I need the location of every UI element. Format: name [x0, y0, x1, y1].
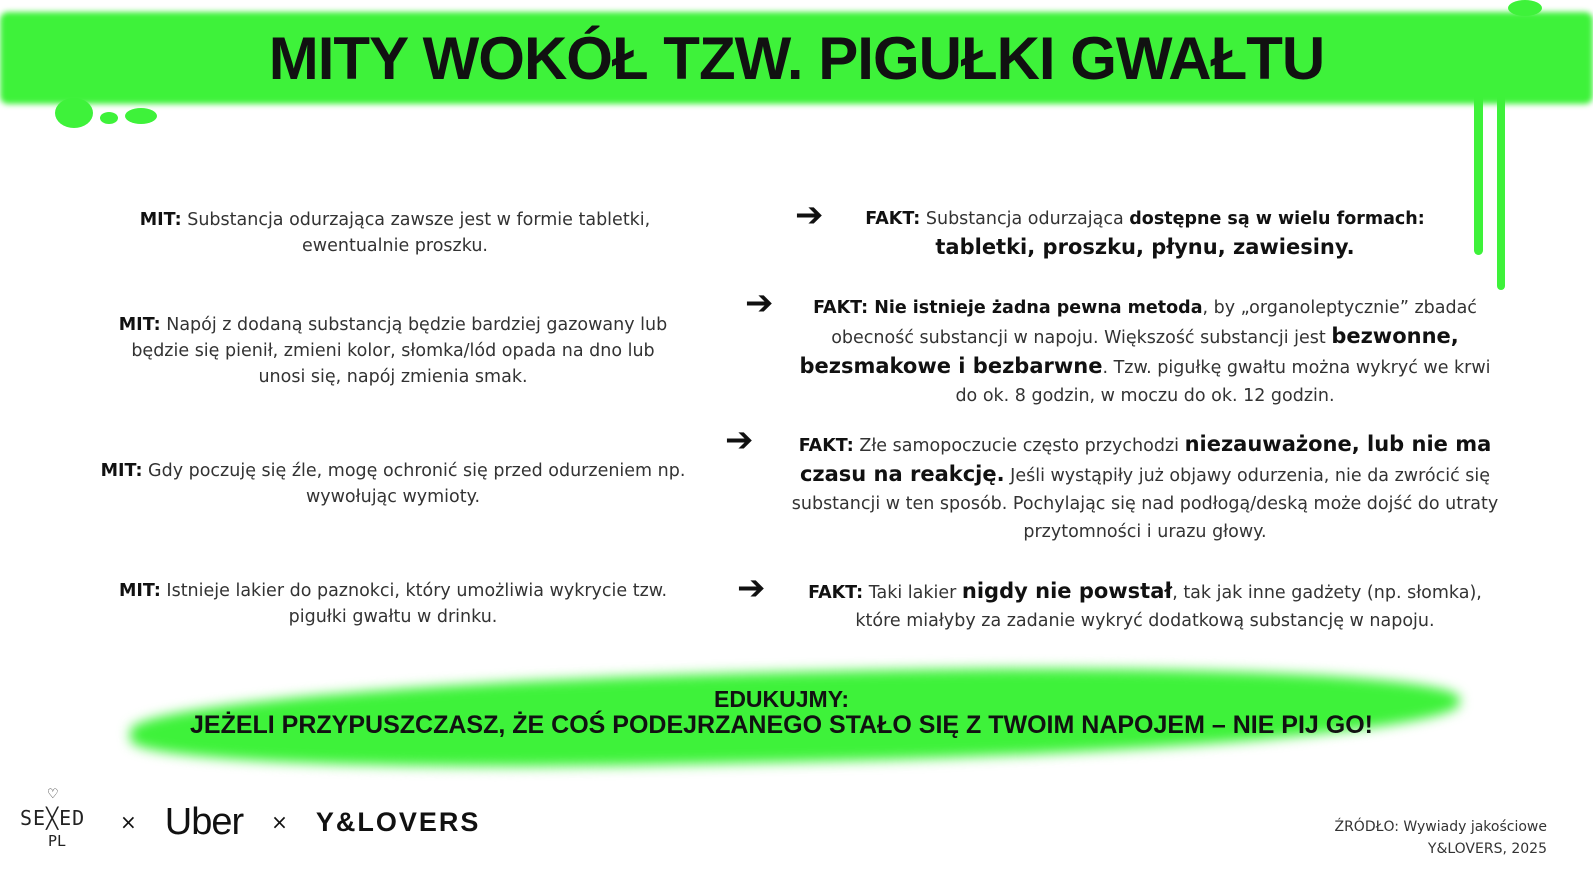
- fact-label: FAKT:: [808, 583, 864, 603]
- fact-text: , tak jak inne gadżety (np. słomka), które miałyby za zadanie wykryć dodatkową substancję w napoju.: [855, 583, 1482, 631]
- paint-drip: [1497, 90, 1505, 290]
- arrow-icon: ➔: [725, 420, 754, 460]
- fact-bold: tabletki, proszku, płynu, zawiesiny.: [935, 235, 1355, 259]
- sexed-logo-text: SE╳ED: [20, 806, 86, 830]
- sexed-logo: ♡ SE╳ED PL: [20, 784, 86, 850]
- fact-bold: dostępne są w wielu formach:: [1129, 209, 1425, 229]
- fact-1: [840, 205, 1450, 263]
- arrow-icon: ➔: [795, 195, 824, 235]
- fact-text: Złe samopoczucie często przychodzi: [853, 436, 1185, 456]
- paint-splash: [1508, 0, 1542, 16]
- fact-bold: bezwonne, bezsmakowe i bezbarwne: [799, 324, 1459, 378]
- fact-4: [795, 577, 1495, 635]
- source-line: Y&LOVERS, 2025: [1427, 841, 1547, 857]
- paint-splash: [125, 108, 157, 124]
- separator: ×: [271, 810, 288, 834]
- fact-text: Jeśli wystąpiły już objawy odurzenia, nie da zwrócić się substancji w ten sposób. Pochylając się nad podłogą/deską może dojść do utraty przytomności i urazu głowy.: [791, 466, 1499, 542]
- education-heading: EDUKUJMY:: [713, 686, 850, 712]
- paint-splash: [100, 112, 118, 124]
- myth-text: Gdy poczuję się źle, mogę ochronić się przed odurzeniem np. wywołując wymioty.: [142, 461, 686, 507]
- myth-text: Substancja odurzająca zawsze jest w formie tabletki, ewentualnie proszku.: [181, 210, 651, 256]
- uber-logo: Uber: [164, 800, 244, 843]
- arrow-icon: ➔: [745, 283, 774, 323]
- myth-text: Napój z dodaną substancją będzie bardziej gazowany lub będzie się pienił, zmieni kolor, słomka/lód opada na dno lub unosi się, napój zmienia smak.: [131, 315, 668, 387]
- page-title: MITY WOKÓŁ TZW. PIGUŁKI GWAŁTU: [268, 25, 1325, 92]
- fact-3: [790, 430, 1500, 546]
- education-message: JEŻELI PRZYPUSZCZASZ, ŻE COŚ PODEJRZANEGO STAŁO SIĘ Z TWOIM NAPOJEM – NIE PIJ GO!: [190, 711, 1373, 739]
- fact-bold: Nie istnieje żadna pewna metoda: [868, 298, 1203, 318]
- paint-drip: [1474, 90, 1483, 255]
- myth-2: [108, 312, 678, 390]
- partner-logos: [20, 784, 481, 854]
- fact-label: FAKT:: [798, 436, 854, 456]
- paint-splash: [55, 98, 93, 128]
- ylovers-logo: Y&LOVERS: [315, 806, 481, 837]
- fact-bold: nigdy nie powstał: [961, 579, 1173, 603]
- myth-label: MIT:: [118, 315, 161, 335]
- fact-text: . Tzw. pigułkę gwałtu można wykryć we krwi do ok. 8 godzin, w moczu do ok. 12 godzin.: [955, 358, 1491, 406]
- myth-label: MIT:: [139, 210, 182, 230]
- fact-text: Substancja odurzająca: [920, 209, 1130, 229]
- myth-1: [110, 207, 680, 259]
- source-note: [1334, 816, 1547, 860]
- fact-text: , by „organoleptycznie” zbadać obecność substancji w napoju. Większość substancji jest: [831, 298, 1477, 348]
- myth-3: [95, 458, 691, 510]
- fact-label: FAKT:: [813, 298, 869, 318]
- fact-text: Taki lakier: [863, 583, 962, 603]
- fact-2: [790, 294, 1500, 410]
- arrow-icon: ➔: [737, 568, 766, 608]
- separator: ×: [120, 810, 137, 834]
- fact-label: FAKT:: [865, 209, 921, 229]
- source-line: ŹRÓDŁO: Wywiady jakościowe: [1334, 819, 1547, 835]
- myth-label: MIT:: [100, 461, 143, 481]
- myth-4: [110, 578, 676, 630]
- myth-text: Istnieje lakier do paznokci, który umożliwia wykrycie tzw. pigułki gwałtu w drinku.: [160, 581, 668, 627]
- myth-label: MIT:: [118, 581, 161, 601]
- fact-bold: niezauważone, lub nie ma czasu na reakcję.: [799, 432, 1492, 486]
